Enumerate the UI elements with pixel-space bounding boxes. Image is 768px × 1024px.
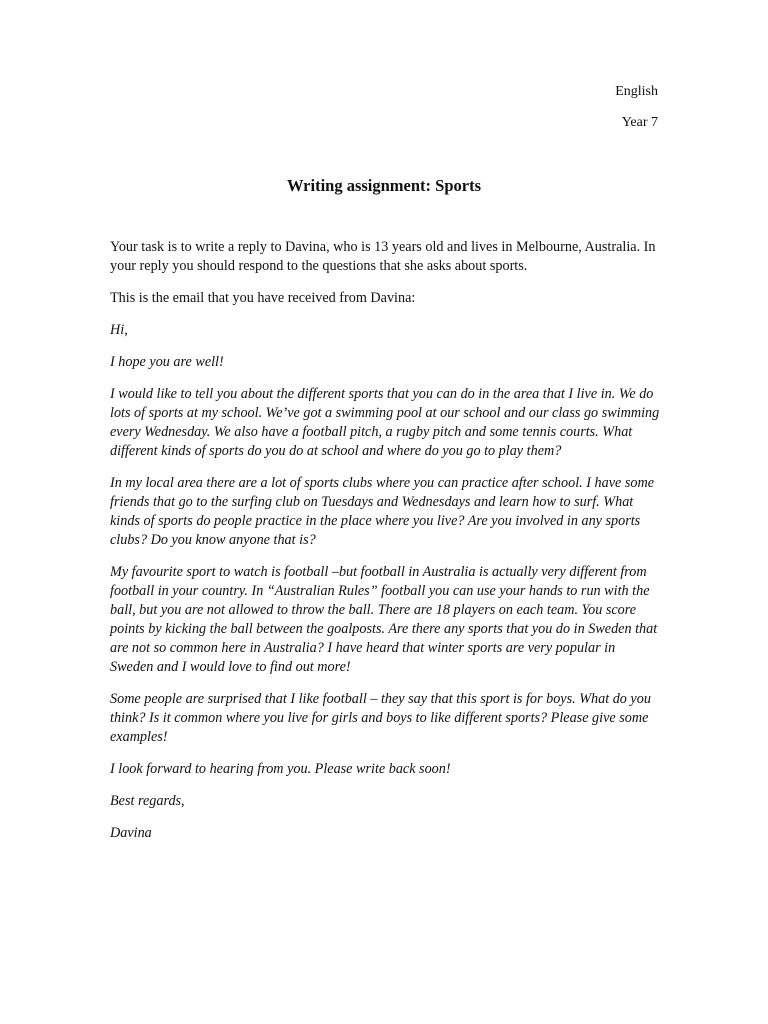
email-paragraph: I would like to tell you about the different sports that you can do in the area that I live in. We do lots of sports at my school. We’ve got a swimming pool at our school and our class go swimming every Wednesday. We also have a football pitch, a rugby pitch and some tennis courts. What different kinds of sports do you do at school and where do you go to play them? xyxy=(110,386,660,459)
document-body xyxy=(110,238,660,856)
email-paragraph: I look forward to hearing from you. Please write back soon! xyxy=(110,761,451,777)
email-paragraph: In my local area there are a lot of sports clubs where you can practice after school. I have some friends that go to the surfing club on Tuesdays and Wednesdays and learn how to surf. What kinds of sports do people practice in the place where you live? Are you involved in any sports clubs? Do you know anyone that is? xyxy=(110,475,655,548)
subject-label: English xyxy=(615,84,658,99)
email-text xyxy=(110,321,660,843)
email-paragraph: I hope you are well! xyxy=(110,354,224,370)
email-signature: Davina xyxy=(110,825,152,841)
task-instructions: Your task is to write a reply to Davina, who is 13 years old and lives in Melbourne, Australia. In your reply you should respond to the questions that she asks about sports. xyxy=(110,239,656,274)
email-intro: This is the email that you have received from Davina: xyxy=(110,290,416,306)
email-paragraph: Some people are surprised that I like football – they say that this sport is for boys. What do you think? Is it common where you live for girls and boys to like different sports? Please give some examples! xyxy=(110,691,651,745)
email-paragraph: My favourite sport to watch is football –but football in Australia is actually very different from football in your country. In “Australian Rules” football you can use your hands to run with the ball, but you are not allowed to throw the ball. There are 18 players on each team. You score points by kicking the ball between the goalposts. Are there any sports that you do in Sweden that are not so common here in Australia? I have heard that winter sports are very popular in Sweden and I would love to find out more! xyxy=(110,564,658,675)
email-closing: Best regards, xyxy=(110,793,185,809)
assignment-title: Writing assignment: Sports xyxy=(286,176,482,195)
year-label: Year 7 xyxy=(621,115,658,130)
email-greeting: Hi, xyxy=(110,322,128,338)
